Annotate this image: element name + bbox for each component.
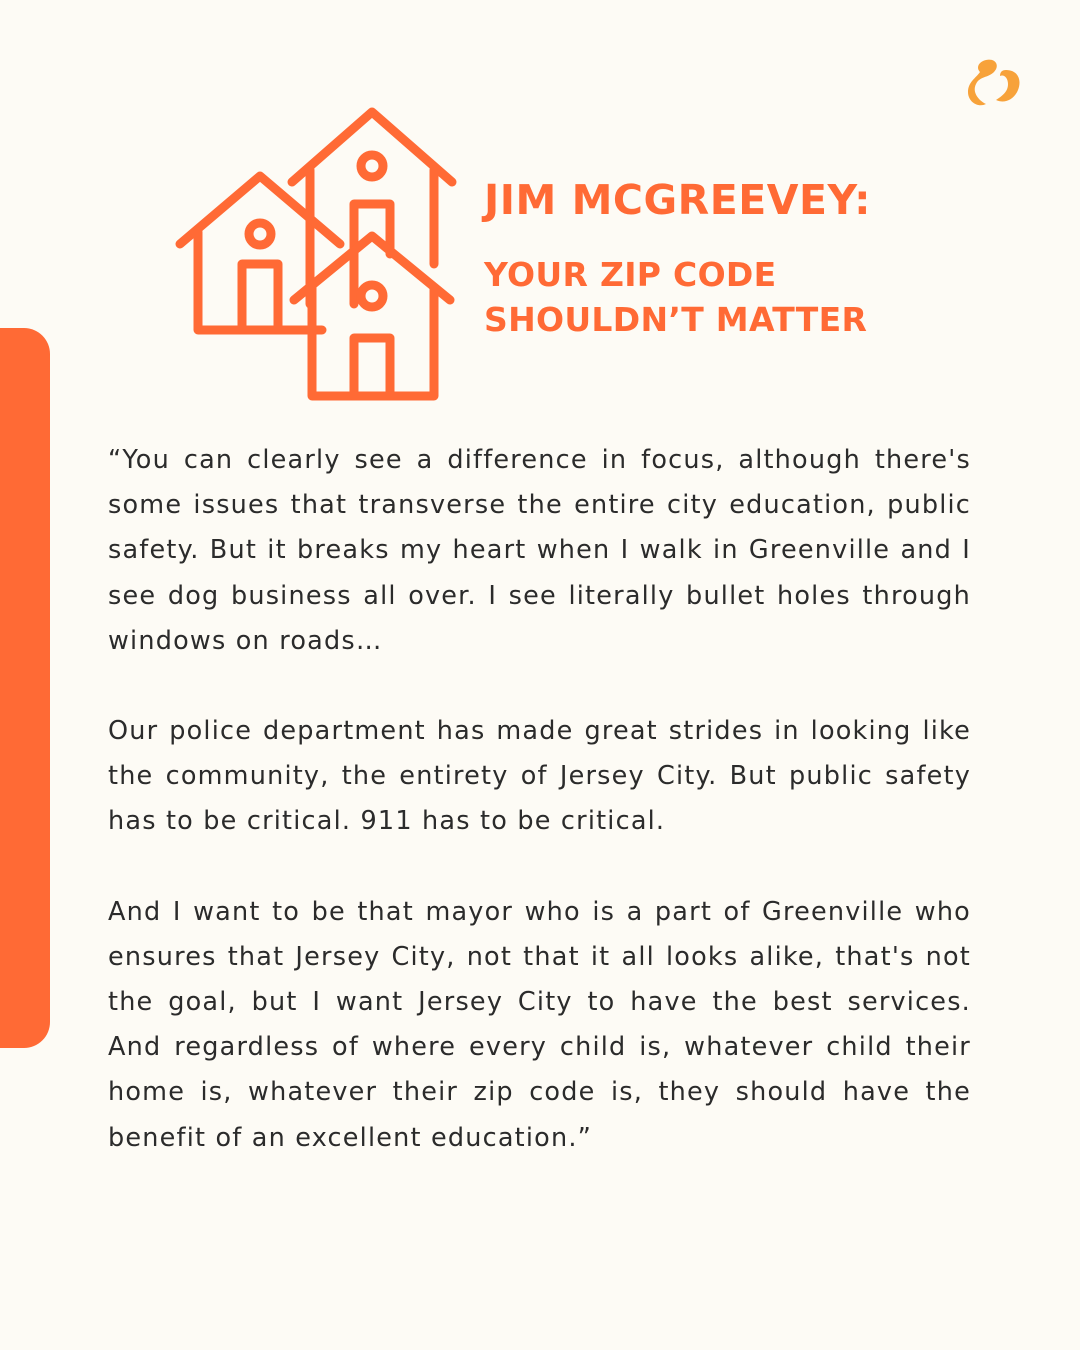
headline-subtitle-line-1: YOUR ZIP CODE [484,255,777,294]
quote-paragraph-1: “You can clearly see a difference in focus, although there's some issues that transverse the entire city education, public safety. But it breaks my heart when I walk in Greenville and I see dog business all over. I see literally bullet holes through windows on roads… [108,445,971,656]
logo-icon [964,56,1024,112]
quote-paragraph-2: Our police department has made great strides in looking like the community, the entirety of Jersey City. But public safety has to be critical. 911 has to be critical. [108,716,971,837]
front-house-icon [294,236,450,396]
top-house-icon [292,112,452,304]
quote-body [108,438,971,1161]
quote-paragraph-3: And I want to be that mayor who is a part of Greenville who ensures that Jersey City, not that it all looks alike, that's not the goal, but I want Jersey City to have the best services. And regardless of where every child is, whatever child their home is, whatever their zip code is, they should have the benefit of an excellent education.” [108,896,971,1153]
logo-blob-left [968,60,997,106]
houses-icon [172,104,462,404]
headline-subtitle-line-2: SHOULDN’T MATTER [484,300,868,339]
headline-name: JIM MCGREEVEY: [484,176,871,224]
headline [484,174,1044,342]
logo-blob-right [996,70,1020,102]
headline-subtitle [484,252,1044,342]
accent-side-bar [0,328,50,1048]
